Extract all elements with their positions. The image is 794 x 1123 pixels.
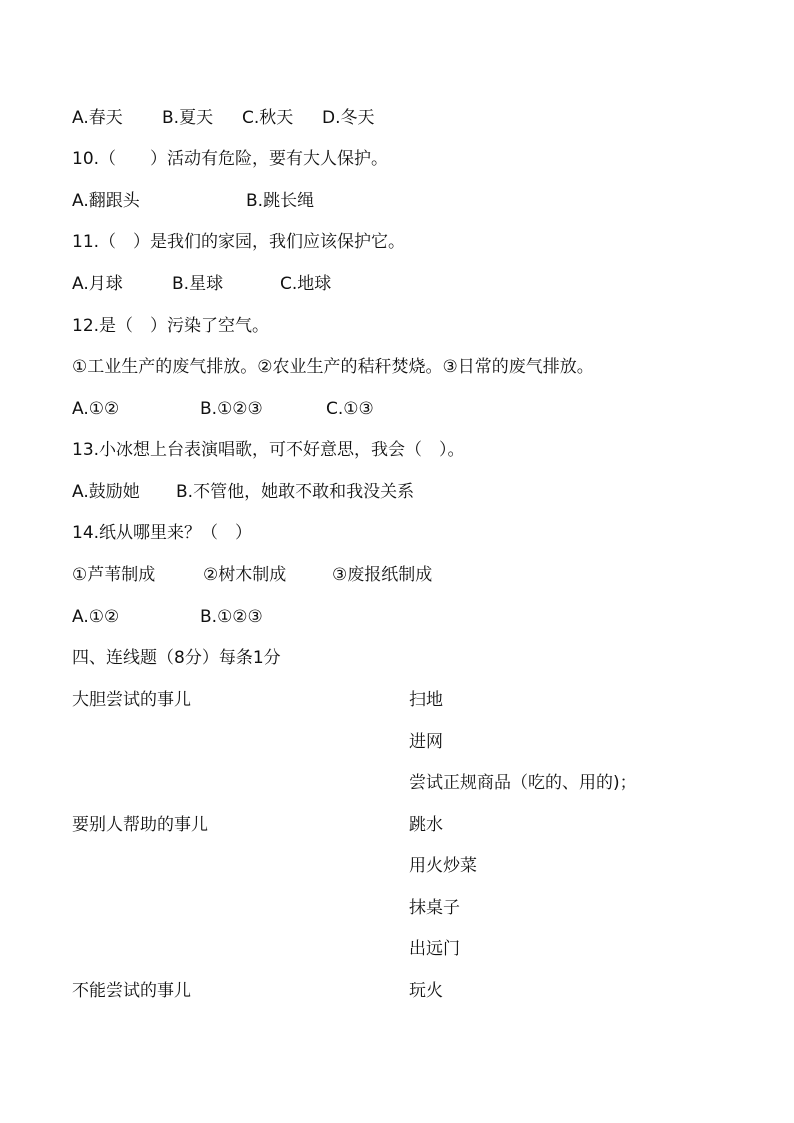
q9-options xyxy=(72,106,375,130)
right-item-travel: 出远门 xyxy=(409,939,460,959)
q10-options xyxy=(72,189,314,213)
right-item-play-fire: 玩火 xyxy=(409,981,443,1001)
q10-option-a: A.翻跟头 xyxy=(72,191,140,211)
q14-statement xyxy=(72,563,432,587)
q12-options xyxy=(72,397,374,421)
right-item-try-goods: 尝试正规商品（吃的、用的)； xyxy=(409,773,637,793)
q13-options xyxy=(72,480,414,504)
right-item-wipe-table: 抹桌子 xyxy=(409,898,460,918)
q14-options xyxy=(72,605,263,629)
q11-option-c: C.地球 xyxy=(280,274,332,294)
q10-option-b: B.跳长绳 xyxy=(246,191,315,211)
right-item-net: 进网 xyxy=(409,732,443,752)
q14-option-b: B.①②③ xyxy=(200,607,263,627)
q11-stem: 11.（ ）是我们的家园，我们应该保护它。 xyxy=(72,232,406,252)
q11-options xyxy=(72,272,331,296)
left-item-cannot-try: 不能尝试的事儿 xyxy=(72,981,191,1001)
right-item-sweep: 扫地 xyxy=(409,690,443,710)
q13-option-b: B.不管他，她敢不敢和我没关系 xyxy=(176,482,415,502)
q9-option-a: A.春天 xyxy=(72,108,123,128)
q12-statement: ①工业生产的废气排放。②农业生产的秸秆焚烧。③日常的废气排放。 xyxy=(72,357,594,377)
left-item-need-help: 要别人帮助的事儿 xyxy=(72,815,208,835)
q12-option-b: B.①②③ xyxy=(200,399,263,419)
q12-stem: 12.是（ ）污染了空气。 xyxy=(72,316,270,336)
q14-option-a: A.①② xyxy=(72,607,120,627)
q10-stem: 10.（ ）活动有危险，要有大人保护。 xyxy=(72,149,389,169)
right-item-dive: 跳水 xyxy=(409,815,443,835)
q14-stem: 14.纸从哪里来？（ ） xyxy=(72,523,253,543)
q9-option-c: C.秋天 xyxy=(242,108,294,128)
q11-option-a: A.月球 xyxy=(72,274,123,294)
q9-option-b: B.夏天 xyxy=(162,108,214,128)
q14-item-3: ③废报纸制成 xyxy=(332,565,433,585)
q11-option-b: B.星球 xyxy=(172,274,224,294)
right-item-cook: 用火炒菜 xyxy=(409,856,477,876)
left-item-bold-try: 大胆尝试的事儿 xyxy=(72,690,191,710)
q13-option-a: A.鼓励她 xyxy=(72,482,140,502)
q13-stem: 13.小冰想上台表演唱歌，可不好意思，我会（ ）。 xyxy=(72,440,465,460)
q14-item-1: ①芦苇制成 xyxy=(72,565,156,585)
q9-option-d: D.冬天 xyxy=(322,108,375,128)
q12-option-c: C.①③ xyxy=(326,399,374,419)
q14-item-2: ②树木制成 xyxy=(203,565,287,585)
section4-title: 四、连线题（8分）每条1分 xyxy=(72,648,281,668)
q12-option-a: A.①② xyxy=(72,399,120,419)
